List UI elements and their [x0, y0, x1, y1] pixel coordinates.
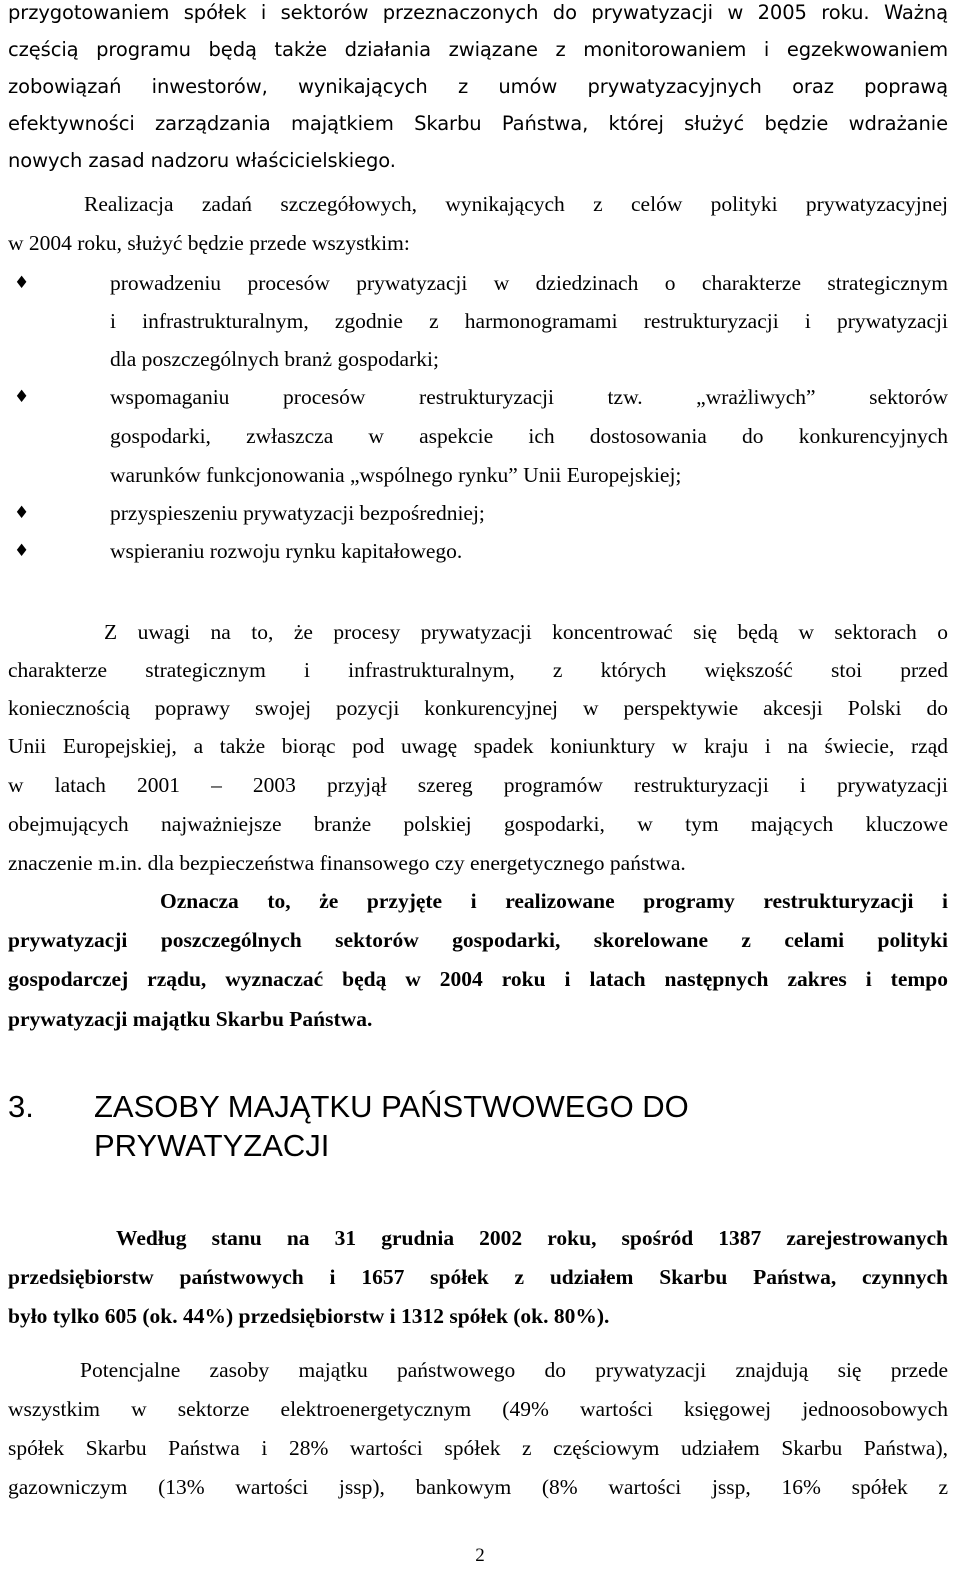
text-line: znaczenie m.in. dla bezpieczeństwa finansowego czy energetycznego państwa. [8, 851, 686, 875]
text-line: warunków funkcjonowania „wspólnego rynku” Unii Europejskiej; [110, 463, 682, 487]
text-line: dla poszczególnych branż gospodarki; [110, 347, 439, 371]
text-line: i infrastrukturalnym, zgodnie z harmonogramami restrukturyzacji i prywatyzacji [110, 309, 948, 333]
text-line: Oznacza to, że przyjęte i realizowane programy restrukturyzacji i [160, 889, 948, 913]
text-line: prywatyzacji majątku Skarbu Państwa. [8, 1007, 373, 1031]
text-line: było tylko 605 (ok. 44%) przedsiębiorstw i 1312 spółek (ok. 80%). [8, 1304, 610, 1328]
section-title-line: PRYWATYZACJI [94, 1128, 330, 1163]
text-line: spółek Skarbu Państwa i 28% wartości spółek z częściowym udziałem Skarbu Państwa), [8, 1436, 948, 1460]
text-line: gazowniczym (13% wartości jssp), bankowym (8% wartości jssp, 16% spółek z [8, 1475, 948, 1499]
text-line: koniecznością poprawy swojej pozycji konkurencyjnej w perspektywie akcesji Polski do [8, 696, 948, 720]
text-line: gospodarczej rządu, wyznaczać będą w 2004 roku i latach następnych zakres i tempo [8, 967, 948, 991]
text-line: częścią programu będą także działania związane z monitorowaniem i egzekwowaniem [8, 38, 948, 61]
text-line: charakterze strategicznym i infrastrukturalnym, z których większość stoi przed [8, 658, 948, 682]
text-line: zobowiązań inwestorów, wynikających z umów prywatyzacyjnych oraz poprawą [8, 75, 948, 98]
text-line: efektywności zarządzania majątkiem Skarbu Państwa, której służyć będzie wdrażanie [8, 112, 948, 135]
text-line: Z uwagi na to, że procesy prywatyzacji koncentrować się będą w sektorach o [104, 620, 948, 644]
page-number: 2 [475, 1545, 485, 1566]
text-line: przyspieszeniu prywatyzacji bezpośredniej; [110, 501, 485, 525]
text-line: w 2004 roku, służyć będzie przede wszystkim: [8, 231, 410, 255]
section-number: 3. [8, 1089, 34, 1124]
text-line: Unii Europejskiej, a także biorąc pod uwagę spadek koniunktury w kraju i na świecie, rząd [8, 734, 948, 758]
diamond-bullet-icon: ♦ [14, 503, 30, 523]
diamond-bullet-icon: ♦ [14, 387, 30, 407]
text-line: gospodarki, zwłaszcza w aspekcie ich dostosowania do konkurencyjnych [110, 424, 948, 448]
text-line: Realizacja zadań szczegółowych, wynikających z celów polityki prywatyzacyjnej [84, 192, 948, 216]
text-line: Potencjalne zasoby majątku państwowego do prywatyzacji znajdują się przede [80, 1358, 948, 1382]
text-line: wszystkim w sektorze elektroenergetycznym (49% wartości księgowej jednoosobowych [8, 1397, 948, 1421]
diamond-bullet-icon: ♦ [14, 273, 30, 293]
section-title-line: ZASOBY MAJĄTKU PAŃSTWOWEGO DO [94, 1089, 689, 1124]
text-line: prywatyzacji poszczególnych sektorów gospodarki, skorelowane z celami polityki [8, 928, 948, 952]
text-line: prowadzeniu procesów prywatyzacji w dziedzinach o charakterze strategicznym [110, 271, 948, 295]
text-line: nowych zasad nadzoru właścicielskiego. [8, 149, 396, 172]
diamond-bullet-icon: ♦ [14, 541, 30, 561]
text-line: w latach 2001 – 2003 przyjął szereg programów restrukturyzacji i prywatyzacji [8, 773, 948, 797]
text-line: obejmujących najważniejsze branże polskiej gospodarki, w tym mających kluczowe [8, 812, 948, 836]
text-line: wspieraniu rozwoju rynku kapitałowego. [110, 539, 463, 563]
text-line: wspomaganiu procesów restrukturyzacji tzw. „wrażliwych” sektorów [110, 385, 948, 409]
text-line: przedsiębiorstw państwowych i 1657 spółek z udziałem Skarbu Państwa, czynnych [8, 1265, 948, 1289]
text-line: przygotowaniem spółek i sektorów przeznaczonych do prywatyzacji w 2005 roku. Ważną [8, 1, 948, 24]
text-line: Według stanu na 31 grudnia 2002 roku, spośród 1387 zarejestrowanych [116, 1226, 948, 1250]
